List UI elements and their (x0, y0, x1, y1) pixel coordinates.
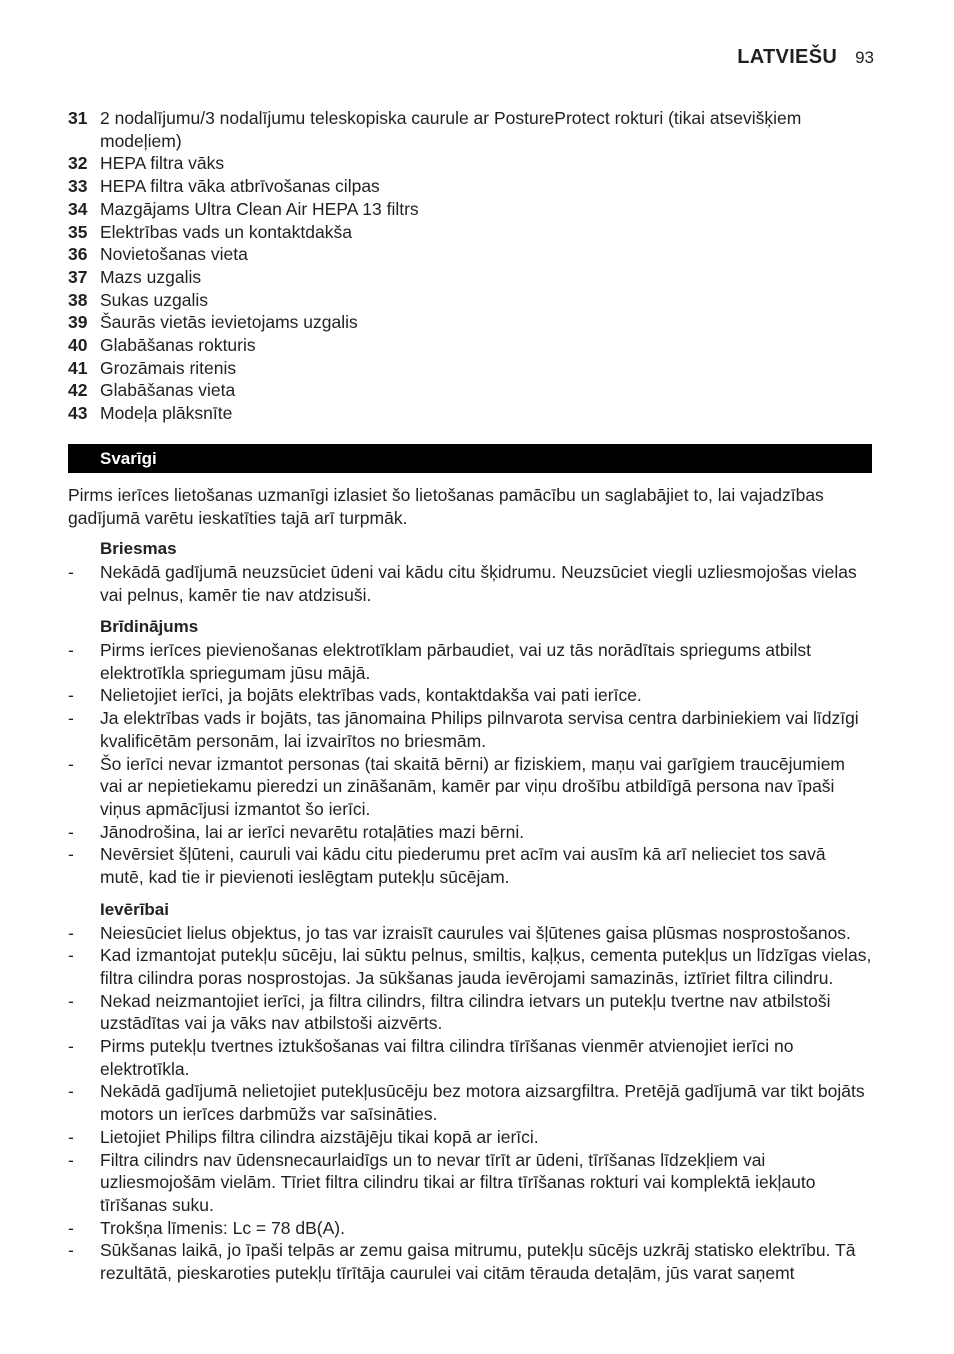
bullet-text: Šo ierīci nevar izmantot personas (tai skaitā bērni) ar fiziskiem, maņu vai garīgiem traucējumiem vai ar nepietiekamu pieredzi un zināšanām, kamēr par viņu drošību atbildīgā persona nav īpaši viņus apmācījusi izmantot šo ierīci. (100, 753, 846, 819)
part-label: HEPA filtra vāka atbrīvošanas cilpas (100, 176, 380, 197)
bullet-item (68, 1149, 872, 1217)
part-label: Mazgājams Ultra Clean Air HEPA 13 filtrs (100, 198, 419, 219)
bullet-text: Trokšņa līmenis: Lc = 78 dB(A). (100, 1217, 345, 1238)
bullet-list (68, 922, 872, 1285)
bullet-text: Kad izmantojat putekļu sūcēju, lai sūktu pelnus, smiltis, kaļķus, cementa putekļus un līdzīgas vielas, filtra cilindra poras nosprostojas. Ja sūkšanas jauda ievērojami samazinās, iztīriet filtra cilindru. (100, 945, 872, 988)
part-item (68, 175, 872, 198)
part-label: HEPA filtra vāks (100, 153, 225, 174)
bullet-text: Nekādā gadījumā nelietojiet putekļusūcēju bez motora aizsargfiltra. Pretējā gadījumā var tikt bojāts motors un ierīces darbmūžs var saīsināties. (100, 1081, 865, 1125)
dash-marker: - (68, 1126, 74, 1147)
bullet-item (68, 639, 872, 684)
part-item (68, 243, 872, 266)
part-item (68, 107, 872, 152)
part-label: 2 nodalījumu/3 nodalījumu teleskopiska caurule ar PostureProtect rokturi (tikai atsevišķiem modeļiem) (100, 108, 802, 151)
bullet-item (68, 1126, 872, 1149)
part-label: Glabāšanas rokturis (100, 335, 256, 356)
bullet-text: Nelietojiet ierīci, ja bojāts elektrības vads, kontaktdakša vai pati ierīce. (100, 685, 642, 706)
part-item (68, 311, 872, 334)
part-number: 35 (68, 221, 88, 242)
part-label: Grozāmais ritenis (100, 357, 237, 378)
parts-list (68, 107, 872, 425)
page-content (68, 107, 872, 1285)
part-item (68, 198, 872, 221)
bullet-item (68, 1035, 872, 1080)
dash-marker: - (68, 844, 74, 865)
part-label: Elektrības vads un kontaktdakša (100, 221, 352, 242)
part-item (68, 357, 872, 380)
bullet-text: Neiesūciet lielus objektus, jo tas var izraisīt caurules vai šļūtenes gaisa plūsmas nosprostošanos. (100, 922, 851, 943)
bullet-text: Pirms putekļu tvertnes iztukšošanas vai filtra cilindra tīrīšanas vienmēr atvienojiet ierīci no elektrotīkla. (100, 1036, 794, 1079)
part-number: 37 (68, 266, 88, 287)
page-number: 93 (855, 48, 874, 67)
warning-groups (68, 538, 872, 1285)
part-number: 32 (68, 153, 88, 174)
part-item (68, 152, 872, 175)
bullet-item (68, 1217, 872, 1240)
part-number: 41 (68, 357, 88, 378)
part-item (68, 221, 872, 244)
dash-marker: - (68, 1217, 74, 1238)
bullet-item (68, 821, 872, 844)
bullet-item (68, 944, 872, 989)
bullet-item (68, 1239, 872, 1284)
bullet-text: Ja elektrības vads ir bojāts, tas jānomaina Philips pilnvarota servisa centra darbiniekiem vai līdzīgi kvalificētām personām, lai izvairītos no briesmām. (100, 708, 859, 751)
part-label: Glabāšanas vieta (100, 380, 236, 401)
part-item (68, 266, 872, 289)
part-item (68, 402, 872, 425)
bullet-text: Nekad neizmantojiet ierīci, ja filtra cilindrs, filtra cilindra ietvars un putekļu tvertne nav atbilstoši uzstādītas vai ja vāks nav atbilstoši aizvērts. (100, 990, 831, 1034)
bullet-item (68, 990, 872, 1035)
part-number: 39 (68, 312, 88, 333)
language-label: LATVIEŠU (737, 46, 838, 68)
dash-marker: - (68, 640, 74, 661)
subsection-heading: Brīdinājums (100, 617, 199, 637)
dash-marker: - (68, 753, 74, 774)
bullet-text: Sūkšanas laikā, jo īpaši telpās ar zemu gaisa mitrumu, putekļu sūcējs uzkrāj statisko elektrību. Tā rezultātā, pieskaroties putekļu tīrītāja caurulei vai citām tērauda detaļām, jūs varat saņemt (100, 1240, 856, 1284)
part-label: Šaurās vietās ievietojams uzgalis (100, 312, 358, 333)
bullet-text: Nevērsiet šļūteni, cauruli vai kādu citu piederumu pret acīm vai ausīm kā arī nelieciet tos savā mutē, kad tie ir pievienoti ieslēgtam putekļu sūcējam. (100, 844, 826, 888)
bullet-item (68, 843, 872, 888)
part-number: 38 (68, 289, 88, 310)
bullet-item (68, 1080, 872, 1125)
part-item (68, 379, 872, 402)
part-label: Novietošanas vieta (100, 244, 248, 265)
dash-marker: - (68, 1149, 74, 1170)
part-item (68, 289, 872, 312)
part-label: Mazs uzgalis (100, 266, 202, 287)
part-item (68, 334, 872, 357)
part-label: Modeļa plāksnīte (100, 403, 233, 424)
dash-marker: - (68, 1240, 74, 1261)
bullet-item (68, 561, 872, 606)
part-number: 33 (68, 176, 88, 197)
bullet-item (68, 753, 872, 821)
section-heading-bar: Svarīgi (68, 444, 872, 473)
dash-marker: - (68, 922, 74, 943)
section-intro: Pirms ierīces lietošanas uzmanīgi izlasiet šo lietošanas pamācību un saglabājiet to, lai vajadzības gadījumā varētu ieskatīties tajā arī turpmāk. (68, 484, 824, 528)
part-label: Sukas uzgalis (100, 289, 208, 310)
dash-marker: - (68, 685, 74, 706)
bullet-text: Jānodrošina, lai ar ierīci nevarētu rotaļāties mazi bērni. (100, 821, 525, 842)
bullet-text: Lietojiet Philips filtra cilindra aizstājēju tikai kopā ar ierīci. (100, 1126, 539, 1147)
part-number: 36 (68, 244, 88, 265)
dash-marker: - (68, 990, 74, 1011)
bullet-text: Pirms ierīces pievienošanas elektrotīklam pārbaudiet, vai uz tās norādītais spriegums atbilst elektrotīkla spriegumam jūsu mājā. (100, 640, 812, 683)
bullet-item (68, 707, 872, 752)
subsection-heading: Ievērībai (100, 899, 169, 919)
dash-marker: - (68, 708, 74, 729)
bullet-text: Nekādā gadījumā neuzsūciet ūdeni vai kādu citu šķidrumu. Neuzsūciet viegli uzliesmojošas vielas vai pelnus, kamēr tie nav atdzisuši. (100, 561, 857, 605)
bullet-text: Filtra cilindrs nav ūdensnecaurlaidīgs un to nevar tīrīt ar ūdeni, tīrīšanas līdzekļiem vai uzliesmojošām vielām. Tīriet filtra cilindru tikai ar filtra tīrīšanas rokturi vai komplektā iekļauto tīrīšanas suku. (100, 1149, 816, 1215)
dash-marker: - (68, 945, 74, 966)
bullet-list (68, 561, 872, 606)
part-number: 43 (68, 403, 88, 424)
bullet-item (68, 922, 872, 945)
part-number: 42 (68, 380, 88, 401)
dash-marker: - (68, 1081, 74, 1102)
part-number: 34 (68, 198, 88, 219)
page-header (737, 46, 874, 69)
part-number: 31 (68, 108, 88, 128)
dash-marker: - (68, 561, 74, 582)
bullet-item (68, 684, 872, 707)
dash-marker: - (68, 821, 74, 842)
dash-marker: - (68, 1036, 74, 1057)
part-number: 40 (68, 335, 88, 356)
subsection-heading: Briesmas (100, 539, 177, 559)
bullet-list (68, 639, 872, 889)
